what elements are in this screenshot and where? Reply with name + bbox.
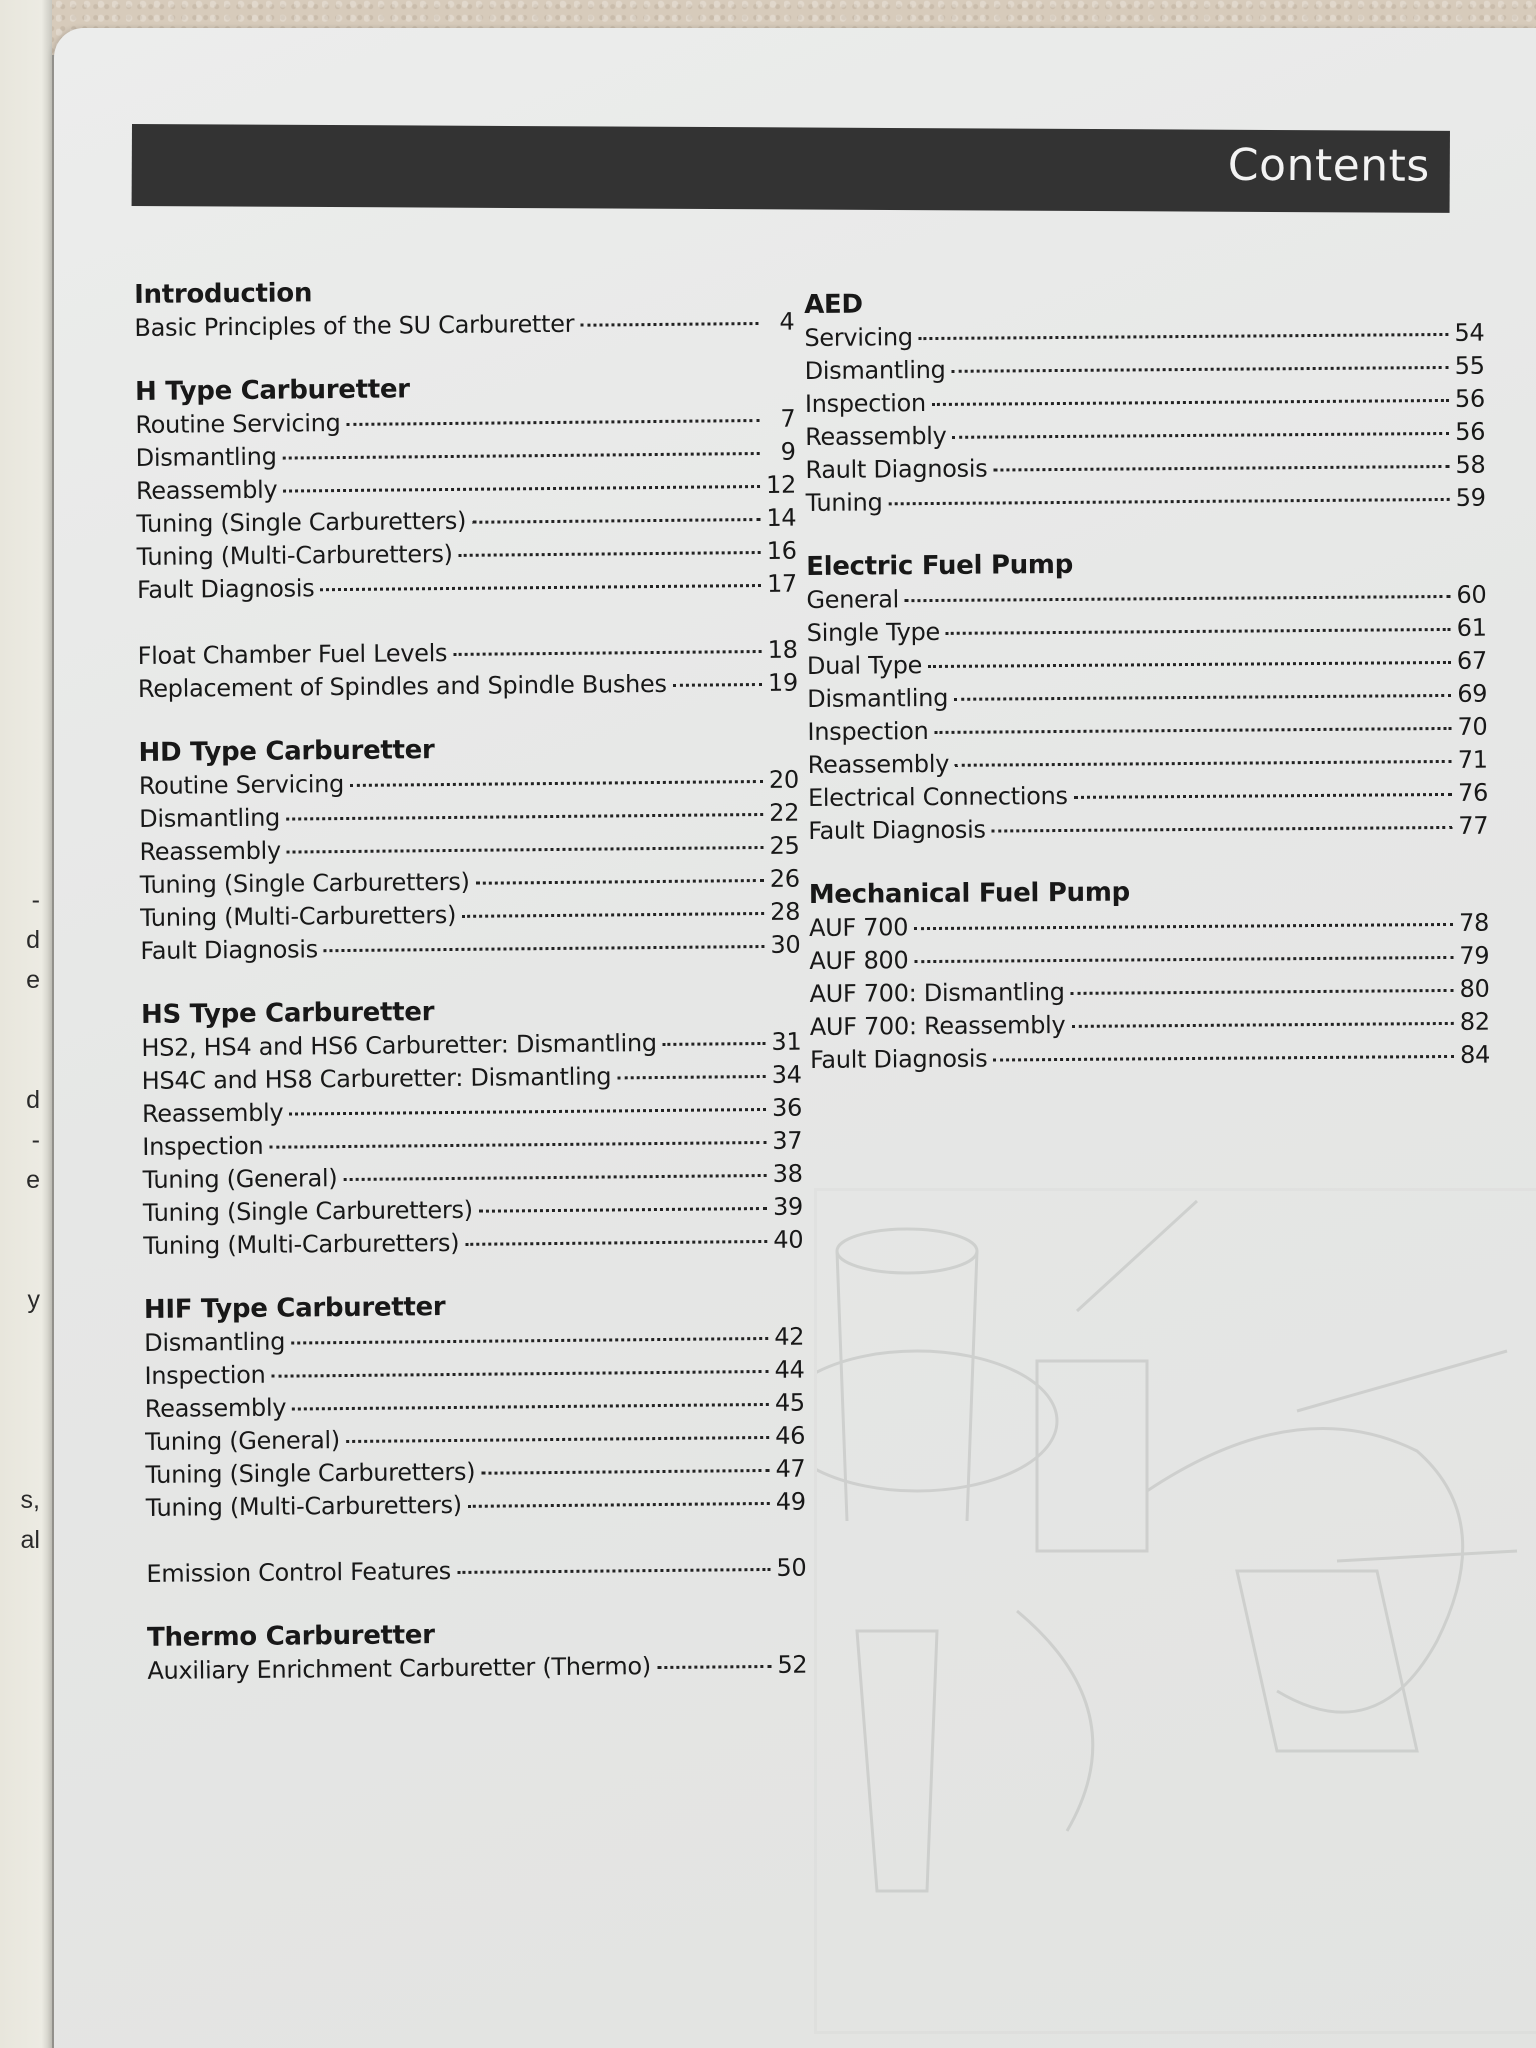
section-title: AED xyxy=(804,289,863,320)
entry-page-number: 17 xyxy=(766,569,798,598)
entry-label: Replacement of Spindles and Spindle Bushes xyxy=(137,669,667,703)
entry-page-number: 14 xyxy=(766,503,797,532)
entry-page-number: 45 xyxy=(774,1388,805,1417)
toc-entry[interactable] xyxy=(805,449,1485,487)
entry-page-number: 56 xyxy=(1455,417,1486,446)
dot-leader xyxy=(617,1075,765,1079)
dot-leader xyxy=(350,780,763,787)
entry-page-number: 76 xyxy=(1457,778,1489,807)
contents-page xyxy=(54,28,1536,2048)
toc-entry[interactable] xyxy=(147,1649,807,1688)
toc-entry[interactable] xyxy=(805,383,1485,421)
entry-label: Dismantling xyxy=(804,355,946,385)
dot-leader xyxy=(953,432,1450,439)
entry-page-number: 59 xyxy=(1455,483,1486,512)
entry-label: Electrical Connections xyxy=(807,781,1068,812)
dot-leader xyxy=(914,956,1453,963)
entry-label: Float Chamber Fuel Levels xyxy=(137,639,448,670)
text-fragment: s, xyxy=(20,1486,40,1514)
entry-page-number: 49 xyxy=(775,1487,806,1516)
entry-page-number: 31 xyxy=(771,1027,802,1056)
toc-entry[interactable] xyxy=(808,777,1488,815)
entry-page-number: 37 xyxy=(772,1126,803,1155)
toc-entry[interactable] xyxy=(809,907,1489,945)
dot-leader xyxy=(954,694,1451,701)
toc-entry[interactable] xyxy=(807,612,1487,650)
toc-entry[interactable] xyxy=(140,929,800,968)
toc-entry[interactable] xyxy=(808,744,1488,782)
dot-leader xyxy=(905,595,1451,602)
text-fragment xyxy=(0,1360,40,1400)
toc-section-thermo xyxy=(147,1615,808,1688)
dot-leader xyxy=(459,551,761,557)
entry-page-number: 19 xyxy=(767,668,799,697)
dot-leader xyxy=(343,1174,766,1181)
entry-page-number: 44 xyxy=(774,1355,805,1384)
page-title: Contents xyxy=(1227,139,1430,192)
dot-leader xyxy=(286,813,763,821)
entry-label: AUF 700 xyxy=(808,913,909,942)
previous-page-edge xyxy=(0,0,52,2048)
entry-page-number: 34 xyxy=(771,1060,802,1089)
toc-entry[interactable] xyxy=(806,482,1486,520)
entry-page-number: 55 xyxy=(1454,351,1485,380)
toc-section-electric-fuel-pump xyxy=(806,545,1488,848)
entry-page-number: 60 xyxy=(1456,580,1487,609)
entry-label: Dismantling xyxy=(139,803,281,833)
entry-page-number: 16 xyxy=(766,536,797,565)
entry-page-number: 12 xyxy=(765,470,797,499)
entry-page-number: 47 xyxy=(775,1454,806,1483)
dot-leader xyxy=(468,1502,770,1508)
entry-label: Tuning (Multi-Carburetters) xyxy=(145,1490,462,1522)
dot-leader xyxy=(283,485,760,493)
section-title: HD Type Carburetter xyxy=(138,735,435,768)
entry-label: Rault Diagnosis xyxy=(805,454,988,484)
text-fragment xyxy=(0,1200,40,1240)
dot-leader xyxy=(453,650,761,656)
text-fragment: e xyxy=(26,966,40,994)
toc-entry[interactable] xyxy=(138,667,798,706)
entry-page-number: 22 xyxy=(769,798,800,827)
entry-page-number: 54 xyxy=(1454,318,1485,347)
section-title: Electric Fuel Pump xyxy=(806,549,1074,582)
entry-label: Tuning (Single Carburetters) xyxy=(139,867,470,899)
entry-page-number: 67 xyxy=(1456,646,1488,675)
carburetter-drawing-icon xyxy=(817,1191,1536,2031)
toc-right-column xyxy=(804,283,1490,1107)
entry-page-number: 25 xyxy=(769,831,800,860)
toc-section-hif-type xyxy=(144,1287,807,1591)
dot-leader xyxy=(993,1055,1454,1062)
entry-label: Routine Servicing xyxy=(135,409,341,439)
entry-label: General xyxy=(806,585,900,614)
entry-page-number: 71 xyxy=(1457,745,1488,774)
entry-label: Fault Diagnosis xyxy=(136,574,315,604)
entry-page-number: 78 xyxy=(1458,908,1490,937)
entry-page-number: 42 xyxy=(774,1322,805,1351)
entry-label: Tuning (Single Carburetters) xyxy=(142,1195,473,1227)
dot-leader xyxy=(292,1403,769,1411)
dot-leader xyxy=(269,1141,766,1149)
entry-label: Tuning xyxy=(805,488,883,517)
entry-label: AUF 700: Reassembly xyxy=(809,1010,1066,1041)
dot-leader xyxy=(919,333,1449,340)
text-fragment: d xyxy=(26,926,40,954)
toc-section-hd-type xyxy=(138,730,800,968)
dot-leader xyxy=(888,498,1449,505)
entry-label: Emission Control Features xyxy=(146,1557,452,1588)
dot-leader xyxy=(951,366,1448,373)
section-title: Mechanical Fuel Pump xyxy=(808,877,1131,910)
dot-leader xyxy=(955,760,1452,767)
section-title: HS Type Carburetter xyxy=(140,997,435,1030)
entry-label: Tuning (Single Carburetters) xyxy=(136,506,467,538)
entry-page-number: 30 xyxy=(770,930,801,959)
entry-page-number: 84 xyxy=(1459,1040,1491,1069)
section-title: Introduction xyxy=(134,278,313,310)
entry-label: Routine Servicing xyxy=(138,770,345,800)
toc-entry[interactable] xyxy=(808,810,1488,848)
entry-page-number: 69 xyxy=(1457,679,1488,708)
text-fragment xyxy=(0,1440,40,1480)
dot-leader xyxy=(479,1207,767,1213)
entry-page-number: 77 xyxy=(1458,811,1489,840)
entry-label: HS4C and HS8 Carburetter: Dismantling xyxy=(141,1062,612,1095)
entry-label: Tuning (General) xyxy=(142,1164,338,1194)
text-fragment: - xyxy=(31,886,40,914)
entry-label: Basic Principles of the SU Carburetter xyxy=(134,309,575,342)
entry-page-number: 28 xyxy=(770,897,801,926)
dot-leader xyxy=(320,584,761,591)
dot-leader xyxy=(663,1042,766,1046)
text-fragment: y xyxy=(27,1286,40,1314)
entry-page-number: 56 xyxy=(1454,384,1485,413)
dot-leader xyxy=(272,1370,769,1378)
text-fragment xyxy=(0,1000,40,1040)
entry-label: Fault Diagnosis xyxy=(140,935,318,965)
entry-label: Tuning (Multi-Carburetters) xyxy=(143,1228,460,1260)
dot-leader xyxy=(992,826,1453,833)
entry-label: Fault Diagnosis xyxy=(808,815,986,845)
dot-leader xyxy=(1071,1022,1453,1028)
toc-section-hs-type xyxy=(141,992,804,1263)
toc-entry[interactable] xyxy=(810,1006,1490,1044)
dot-leader xyxy=(465,1240,767,1246)
dot-leader xyxy=(993,465,1449,472)
entry-label: Inspection xyxy=(142,1131,264,1161)
entry-label: Reassembly xyxy=(805,421,947,451)
text-fragment: e xyxy=(26,1166,40,1194)
entry-page-number: 36 xyxy=(771,1093,803,1122)
entry-page-number: 4 xyxy=(779,307,795,336)
entry-label: Tuning (Multi-Carburetters) xyxy=(140,900,457,932)
toc-entry[interactable] xyxy=(807,711,1487,749)
dot-leader xyxy=(657,1665,772,1669)
entry-page-number: 82 xyxy=(1459,1007,1490,1036)
entry-page-number: 50 xyxy=(776,1553,807,1582)
dot-leader xyxy=(928,661,1451,668)
toc-section-h-type xyxy=(135,369,798,706)
header-bar xyxy=(132,124,1450,213)
entry-page-number: 9 xyxy=(780,437,796,466)
show-through-illustration xyxy=(814,1188,1536,2034)
entry-label: Dismantling xyxy=(144,1327,286,1357)
entry-label: HS2, HS4 and HS6 Carburetter: Dismantling xyxy=(141,1029,657,1062)
toc-entry[interactable] xyxy=(809,973,1489,1011)
entry-page-number: 18 xyxy=(767,635,798,664)
entry-label: Tuning (Multi-Carburetters) xyxy=(136,539,453,571)
entry-page-number: 26 xyxy=(769,864,800,893)
dot-leader xyxy=(472,518,760,524)
section-title: H Type Carburetter xyxy=(134,374,410,407)
dot-leader xyxy=(914,923,1453,930)
entry-label: Auxiliary Enrichment Carburetter (Thermo) xyxy=(147,1652,651,1685)
entry-page-number: 20 xyxy=(768,765,799,794)
dot-leader xyxy=(291,1337,768,1345)
dot-leader xyxy=(289,1108,766,1116)
text-fragment: - xyxy=(31,1126,40,1154)
toc-entry[interactable] xyxy=(809,940,1489,978)
toc-section-introduction xyxy=(134,272,795,345)
toc-entry[interactable] xyxy=(807,645,1487,683)
entry-label: Inspection xyxy=(804,389,926,418)
entry-label: Reassembly xyxy=(141,1098,284,1128)
entry-label: Single Type xyxy=(806,617,941,647)
toc-entry[interactable] xyxy=(146,1552,806,1591)
entry-page-number: 40 xyxy=(773,1225,804,1254)
dot-leader xyxy=(346,1436,769,1443)
toc-left-column xyxy=(134,272,808,1718)
dot-leader xyxy=(934,727,1451,734)
text-fragment xyxy=(0,1040,40,1080)
text-fragment xyxy=(0,1240,40,1280)
text-fragment xyxy=(0,1400,40,1440)
toc-entry[interactable] xyxy=(143,1224,803,1263)
entry-label: AUF 800 xyxy=(809,946,909,975)
toc-entry[interactable] xyxy=(134,306,794,345)
entry-page-number: 39 xyxy=(772,1192,804,1221)
toc-entry[interactable] xyxy=(810,1039,1490,1077)
dot-leader xyxy=(580,322,758,327)
entry-label: Reassembly xyxy=(807,749,950,779)
toc-entry[interactable] xyxy=(807,678,1487,716)
entry-label: Dual Type xyxy=(806,651,923,680)
entry-label: Reassembly xyxy=(144,1393,287,1423)
toc-section-mechanical-fuel-pump xyxy=(809,873,1491,1077)
entry-page-number: 38 xyxy=(772,1159,803,1188)
text-fragment xyxy=(0,1320,40,1360)
dot-leader xyxy=(476,879,764,885)
entry-label: Servicing xyxy=(804,323,913,352)
section-title: HIF Type Carburetter xyxy=(143,1292,446,1325)
entry-label: Tuning (Single Carburetters) xyxy=(145,1457,476,1489)
toc-section-aed xyxy=(804,283,1486,520)
dot-leader xyxy=(1071,989,1454,995)
entry-label: Dismantling xyxy=(135,442,277,472)
dot-leader xyxy=(457,1568,771,1574)
entry-page-number: 58 xyxy=(1455,450,1486,479)
dot-leader xyxy=(1074,793,1452,799)
toc-entry[interactable] xyxy=(805,416,1485,454)
entry-page-number: 70 xyxy=(1457,712,1488,741)
text-fragment: d xyxy=(26,1086,40,1114)
entry-label: Tuning (General) xyxy=(145,1426,341,1456)
dot-leader xyxy=(946,628,1451,635)
entry-label: Inspection xyxy=(144,1360,266,1390)
entry-page-number: 80 xyxy=(1459,974,1490,1003)
dot-leader xyxy=(932,399,1449,406)
toc-entry[interactable] xyxy=(805,350,1485,388)
entry-label: AUF 700: Dismantling xyxy=(809,977,1065,1008)
dot-leader xyxy=(324,945,765,952)
dot-leader xyxy=(283,452,760,460)
entry-label: Inspection xyxy=(807,717,929,746)
previous-page-text-fragments xyxy=(0,880,40,1560)
section-title: Thermo Carburetter xyxy=(146,1620,435,1653)
entry-page-number: 46 xyxy=(775,1421,806,1450)
entry-page-number: 52 xyxy=(777,1650,808,1679)
entry-label: Dismantling xyxy=(807,683,949,713)
dot-leader xyxy=(462,912,764,918)
entry-label: Reassembly xyxy=(135,475,278,505)
entry-label: Reassembly xyxy=(139,836,281,866)
entry-label: Fault Diagnosis xyxy=(809,1044,988,1074)
dot-leader xyxy=(347,419,760,426)
dot-leader xyxy=(673,683,762,687)
entry-page-number: 61 xyxy=(1456,613,1487,642)
entry-page-number: 7 xyxy=(780,404,796,433)
dot-leader xyxy=(287,846,764,854)
dot-leader xyxy=(481,1469,769,1475)
entry-page-number: 79 xyxy=(1459,941,1490,970)
text-fragment: al xyxy=(20,1526,40,1554)
toc-entry[interactable] xyxy=(804,317,1484,355)
toc-entry[interactable] xyxy=(806,579,1486,617)
